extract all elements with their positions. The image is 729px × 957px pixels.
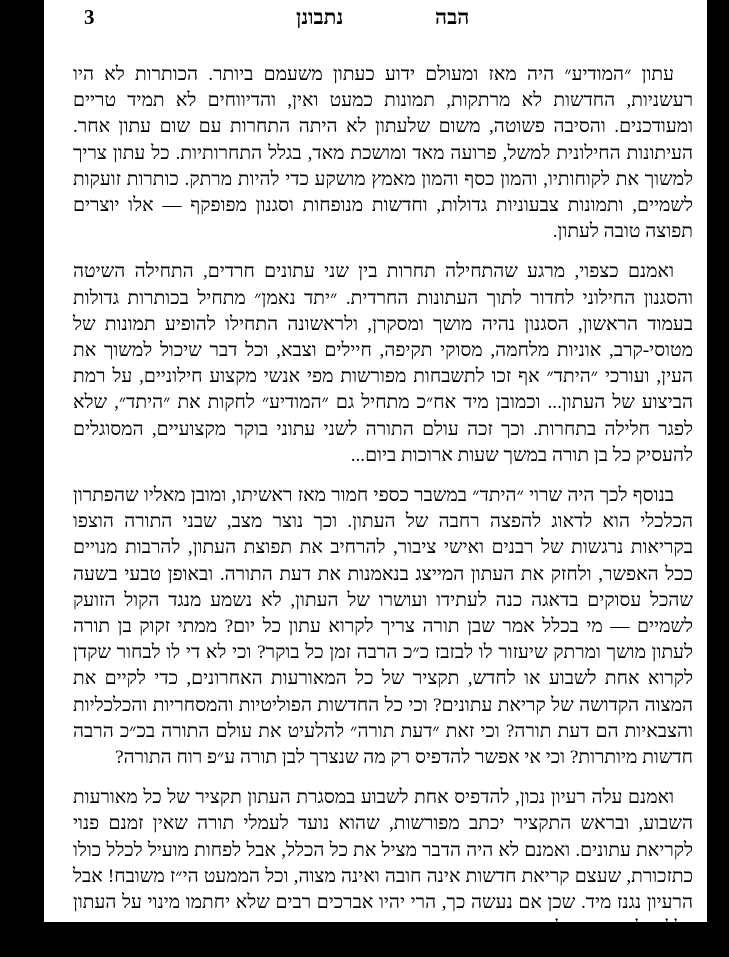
header-title-right: הבה [435,5,470,29]
article-body [73,62,693,957]
paragraph: עתון ״המודיע״ היה מאז ומעולם ידוע כעתון משעמם ביותר. הכותרות לא היו רעשניות, החדשות לא מרתקות, תמונות כמעט ואין, והדיווחים לא תמיד טריים ומעודכנים. והסיבה פשוטה, משום שלעתון לא היתה התחרות עם שום עתון אחר. העיתונות החילונית למשל, פרועה מאד ומושכת מאד, בגלל התחרותיות. כל עתון צריך למשוך את לקוחותיו, והמון כסף והמון מאמץ מושקע כדי להיות מרתק. כותרות זועקות לשמיים, ותמונות צבעוניות גדולות, וחדשות מנופחות וסגנון מפופקף — אלו יוצרים תפוצה טובה לעתון. [73,64,693,243]
document-page [44,0,707,940]
paragraph: ואמנם עלה רעיון נכון, להדפיס אחת לשבוע במסגרת העתון תקציר של כל מאורעות השבוע, ובראש התקציר יכתב מפורשות, שהוא נועד לעמלי תורה שאין זמנם פנוי לקריאת עתונים. ואמנם לא היה הדבר מציל את כל הכלל, אבל לפחות מועיל לכלל כולו כתזכורת, שעצם קריאת חדשות אינה חובה ואינה מצוה, וכל הממעט הי״ז משובח! אבל הרעיון נגנז מיד. שכן אם נעשה כך, הרי יהיו אברכים רבים שלא יחתמו מינוי על העתון כלל, אלא רק ישאלו [73,787,693,940]
page-number: 3 [84,5,95,29]
paragraph: בנוסף לכך היה שרוי ״היתד״ במשבר כספי חמור מאז ראשיתו, ומובן מאליו שהפתרון הכלכלי הוא לדאוג להפצה רחבה של העתון. וכך נוצר מצב, שבני התורה הוצפו בקריאות נרגשות של רבנים ואישי ציבור, להרחיב את תפוצת העתון, להרבות מנויים ככל האפשר, ולחזק את העתון המייצג בנאמנות את דעת התורה. ובאופן טבעי בשעה שהכל עסוקים בדאגה כנה לעתידו ועושרו של העתון, לא נשמע מנגד הקול הזועק לשמיים — מי בכלל אמר שבן תורה צריך לקרוא עתון כל יום? ממתי זקוק בן תורה לעתון מושך ומרתק שיעזור לו לבזבז כ״כ הרבה זמן כל בוקר? וכי לא די לו לבחור שקדן לקרוא אחת לשבוע או לחדש, תקציר של כל המאורעות האחרונים, כדי לקיים את המצוה הקדושה של קריאת עתונים? וכי כל החדשות הפוליטיות והמסחריות והכלכליות והצבאיות הם דעת תורה? וכי זאת ״דעת תורה״ להלעיט את עולם התורה בכ״כ הרבה חדשות מיותרות? וכי אי אפשר להדפיס רק מה שנצרך לבן תורה ע״פ רוח התורה? [73,485,693,769]
paragraph: ואמנם כצפוי, מרגע שהתחילה תחרות בין שני עתונים חרדים, התחילה השיטה והסגנון החילוני לחדור לתוך העתונות החרדית. ״יתד נאמן״ מתחיל בכותרות גדולות בעמוד הראשון, הסגנון נהיה מושך ומסקרן, ולראשונה התחילו להופיע תמונות של מטוסי-קרב, אוניות מלחמה, מסוקי תקיפה, חיילים וצבא, וכל דבר שיכול למשוך את העין, ועורכי ״היתד״ אף זכו לתשבחות מפורשות מפי אנשי מקצוע חילוניים, על רמת הביצוע של העתון... וכמובן מיד אח״כ מתחיל גם ״המודיע״ לחקות את ״היתד״, שלא לפגר חלילה בתחרות. וכך זכה עולם התורה לשני עתוני בוקר מקצועיים, המסוגלים להעסיק כל בן תורה במשך שעות ארוכות ביום... [73,261,693,466]
page-header [44,2,707,32]
header-title-left: נתבונן [296,5,344,29]
